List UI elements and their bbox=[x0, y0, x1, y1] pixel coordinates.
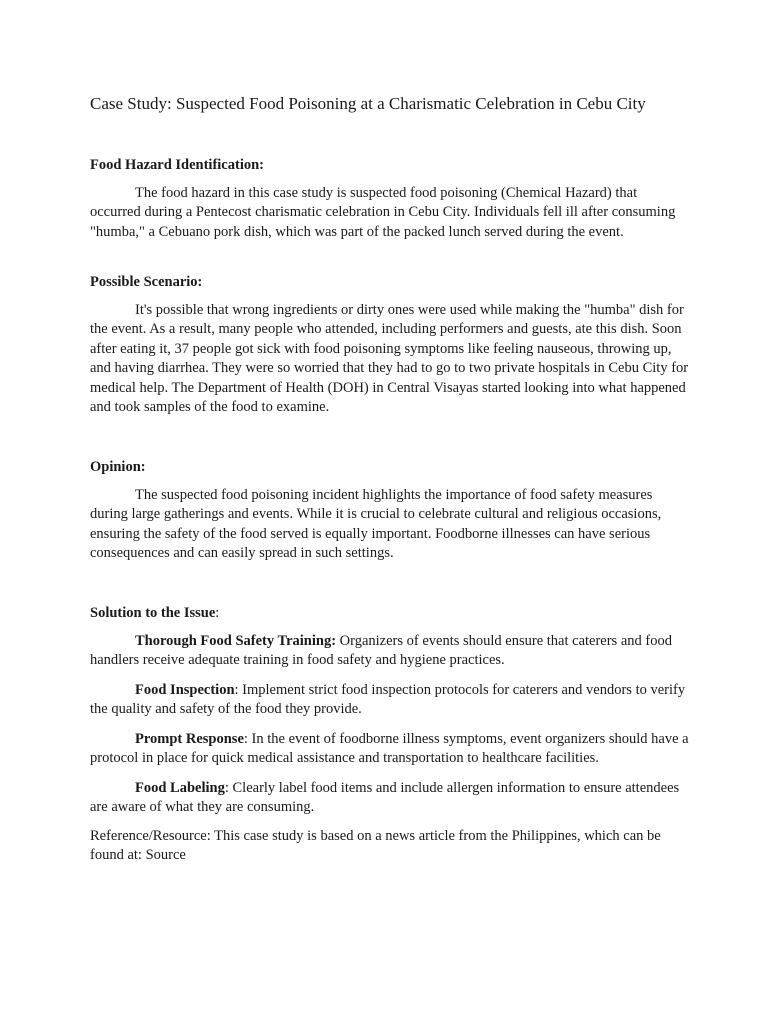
solution-item-text: : In the event of foodborne illness symptoms, event organizers should have a protocol in place for quick medical assistance and transportation to healthcare facilities. bbox=[90, 731, 689, 767]
solution-item-inspection bbox=[90, 681, 690, 720]
opinion-heading: Opinion: bbox=[90, 459, 146, 475]
solution-item-label: Food Labeling bbox=[135, 780, 225, 796]
solution-item-label: Prompt Response bbox=[135, 731, 244, 747]
solution-item-training bbox=[90, 632, 690, 671]
solution-heading-text: Solution to the Issue bbox=[90, 605, 216, 621]
scenario-heading: Possible Scenario: bbox=[90, 274, 203, 290]
solution-item-text: : Clearly label food items and include allergen information to ensure attendees are aware of what they are consuming. bbox=[90, 780, 680, 816]
solution-item-label: Thorough Food Safety Training: bbox=[135, 633, 337, 649]
hazard-heading: Food Hazard Identification: bbox=[90, 157, 264, 173]
solution-item-labeling bbox=[90, 779, 690, 818]
solution-item-text: : Implement strict food inspection protocols for caterers and vendors to verify the quality and safety of the food they provide. bbox=[90, 682, 686, 718]
page-title: Case Study: Suspected Food Poisoning at a Charismatic Celebration in Cebu City bbox=[90, 94, 646, 113]
solution-item-label: Food Inspection bbox=[135, 682, 235, 698]
scenario-paragraph: It's possible that wrong ingredients or dirty ones were used while making the "humba" dish for the event. As a result, many people who attended, including performers and guests, ate this dish. Soon after eating it, 37 people got sick with food poisoning symptoms like feeling nauseous, throwing up, and having diarrhea. They were so worried that they had to go to two private hospitals in Cebu City for medical help. The Department of Health (DOH) in Central Visayas started looking into what happened and took samples of the food to examine. bbox=[90, 302, 689, 416]
reference-paragraph: Reference/Resource: This case study is based on a news article from the Philippines, which can be found at: Source bbox=[90, 828, 661, 864]
solution-heading-colon: : bbox=[215, 605, 220, 621]
solution-item-response bbox=[90, 730, 690, 769]
solution-heading bbox=[90, 603, 219, 623]
opinion-paragraph: The suspected food poisoning incident highlights the importance of food safety measures during large gatherings and events. While it is crucial to celebrate cultural and religious occasions, ensuring the safety of the food served is equally important. Foodborne illnesses can have serious consequences and can easily spread in such settings. bbox=[90, 487, 662, 562]
hazard-paragraph: The food hazard in this case study is suspected food poisoning (Chemical Hazard) that occurred during a Pentecost charismatic celebration in Cebu City. Individuals fell ill after consuming "humba," a Cebuano pork dish, which was part of the packed lunch served during the event. bbox=[90, 185, 676, 240]
solution-item-text: Organizers of events should ensure that caterers and food handlers receive adequate training in food safety and hygiene practices. bbox=[90, 633, 672, 669]
